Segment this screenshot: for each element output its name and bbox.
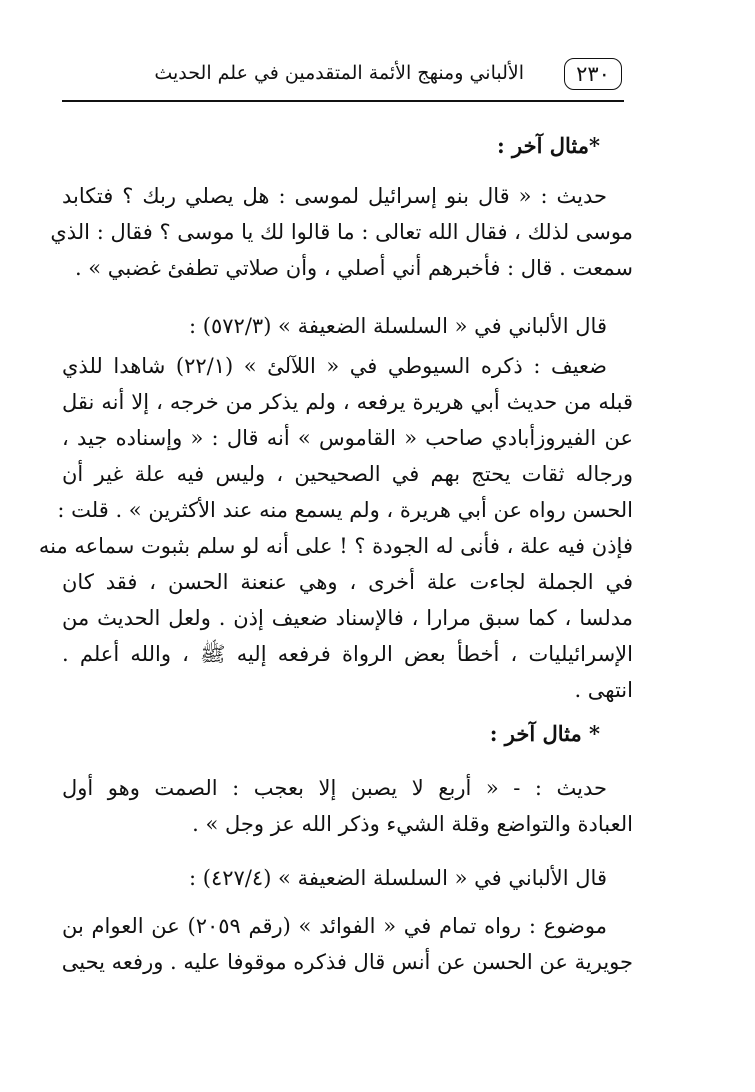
running-title: الألباني ومنهج الأئمة المتقدمين في علم الحديث: [154, 62, 524, 84]
page-header: [62, 56, 624, 102]
text-line: ورجاله ثقات يحتج بهم في الصحيحين ، وليس فيه علة غير أن: [62, 462, 633, 486]
text-line: موضوع : رواه تمام في « الفوائد » (رقم ٢٠٥٩) عن العوام بن: [62, 914, 607, 938]
section-heading: * مثال آخر :: [489, 721, 600, 746]
text-line: جويرية عن الحسن عن أنس قال فذكره موقوفا عليه . ورفعه يحيى: [61, 950, 633, 974]
text-line: قال الألباني في « السلسلة الضعيفة » (٥٧٢/٣) :: [189, 314, 607, 338]
section-heading: *مثال آخر :: [496, 133, 600, 158]
text-line: العبادة والتواضع وقلة الشيء وذكر الله عز وجل » .: [192, 812, 633, 836]
text-line: فإذن فيه علة ، فأنى له الجودة ؟ ! على أنه لو سلم بثبوت سماعه منه: [38, 534, 633, 558]
text-line: حديث : - « أربع لا يصبن إلا بعجب : الصمت وهو أول: [62, 776, 607, 800]
text-line: موسى لذلك ، فقال الله تعالى : ما قالوا لك يا موسى ؟ فقال : الذي: [50, 220, 633, 244]
text-line: مدلسا ، كما سبق مرارا ، فالإسناد ضعيف إذن . ولعل الحديث من: [62, 606, 633, 630]
text-line: قال الألباني في « السلسلة الضعيفة » (٤٢٧/٤) :: [189, 866, 607, 890]
text-line: الإسرائيليات ، أخطأ بعض الرواة فرفعه إليه ﷺ ، والله أعلم .: [62, 642, 633, 666]
text-line: حديث : « قال بنو إسرائيل لموسى : هل يصلي ربك ؟ فتكابد: [62, 184, 607, 208]
text-line: سمعت . قال : فأخبرهم أني أصلي ، وأن صلاتي تطفئ غضبي » .: [74, 256, 633, 280]
text-line: في الجملة لجاءت علة أخرى ، وهي عنعنة الحسن ، فقد كان: [62, 570, 633, 594]
text-line: عن الفيروزأبادي صاحب « القاموس » أنه قال : « وإسناده جيد ،: [62, 426, 633, 450]
text-line: قبله من حديث أبي هريرة يرفعه ، ولم يذكر من خرجه ، إلا أنه نقل: [62, 390, 633, 414]
page-number: ٢٣٠: [564, 58, 622, 90]
text-line: الحسن رواه عن أبي هريرة ، ولم يسمع منه عند الأكثرين » . قلت :: [57, 498, 633, 522]
text-line: ضعيف : ذكره السيوطي في « اللآلئ » (٢٢/١) شاهدا للذي: [62, 354, 608, 378]
text-line: انتهى .: [574, 678, 633, 702]
